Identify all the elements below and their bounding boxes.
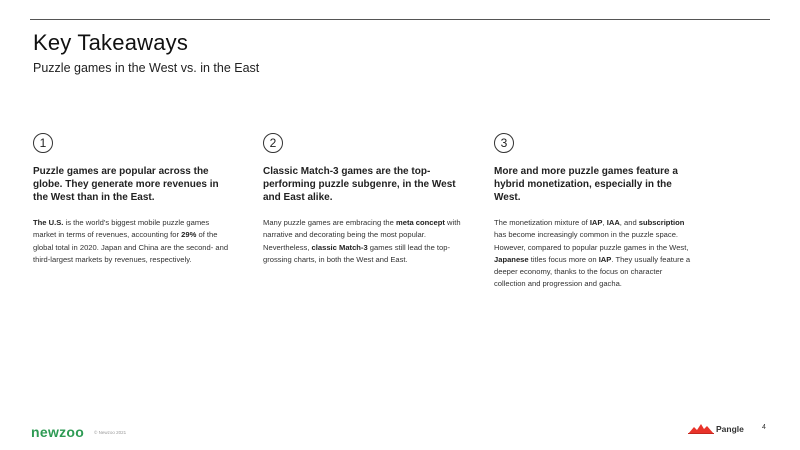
pangle-mark-icon	[688, 424, 714, 434]
takeaway-body-2	[263, 217, 463, 266]
takeaway-heading-2: Classic Match-3 games are the top-performing puzzle subgenre, in the West and East alike.	[263, 166, 456, 203]
emphasis-text: subscription	[638, 218, 685, 227]
top-divider	[30, 19, 770, 20]
body-text: titles focus more on	[528, 254, 599, 264]
page-subtitle: Puzzle games in the West vs. in the East	[33, 61, 260, 75]
emphasis-text: IAP	[589, 218, 603, 227]
number-badge-1: 1	[33, 133, 53, 153]
emphasis-text: meta concept	[395, 218, 445, 227]
number-badge-3: 3	[494, 133, 514, 153]
emphasis-text: IAA	[606, 218, 620, 227]
pangle-logo	[688, 423, 744, 435]
takeaway-column-3	[494, 133, 694, 291]
body-text: The monetization mixture of	[494, 218, 590, 227]
body-text: is the world's biggest mobile puzzle games market in terms of revenues, accounting for	[33, 218, 210, 240]
body-text: of the global total in 2020. Japan and China are the second- and third-largest markets by revenues, respectively.	[33, 230, 229, 264]
emphasis-text: IAP	[598, 254, 612, 264]
emphasis-text: classic Match-3	[311, 242, 368, 252]
copyright-text: © Newzoo 2021	[94, 430, 127, 435]
emphasis-text: 29%	[181, 230, 197, 240]
page-number: 4	[762, 424, 766, 431]
takeaway-heading-3: More and more puzzle games feature a hybrid monetization, especially in the West.	[494, 166, 678, 203]
newzoo-logo: newzoo	[31, 424, 85, 440]
emphasis-text: Japanese	[494, 254, 529, 264]
body-text: . They usually feature a deeper economy, thanks to the focus on character collection and progression and gacha.	[494, 254, 691, 289]
body-text: , and	[619, 218, 639, 227]
body-text: Many puzzle games are embracing the	[263, 218, 396, 227]
pangle-logo-text: Pangle	[716, 424, 744, 434]
body-text: has become increasingly common in the puzzle space. However, compared to popular puzzle games in the West,	[494, 230, 689, 252]
takeaway-body-1	[33, 217, 233, 266]
body-text: games still lead the top-grossing charts, in both the West and East.	[263, 242, 450, 264]
takeaway-heading-1: Puzzle games are popular across the globe. They generate more revenues in the West than in the East.	[33, 166, 219, 203]
takeaway-column-1	[33, 133, 233, 266]
number-badge-2: 2	[263, 133, 283, 153]
body-text: ,	[602, 218, 607, 227]
page-title: Key Takeaways	[33, 30, 189, 55]
body-text: with narrative and decorating being the most popular. Nevertheless,	[263, 218, 461, 252]
takeaway-column-2	[263, 133, 463, 266]
emphasis-text: The U.S.	[33, 218, 64, 227]
takeaway-body-3	[494, 217, 694, 291]
